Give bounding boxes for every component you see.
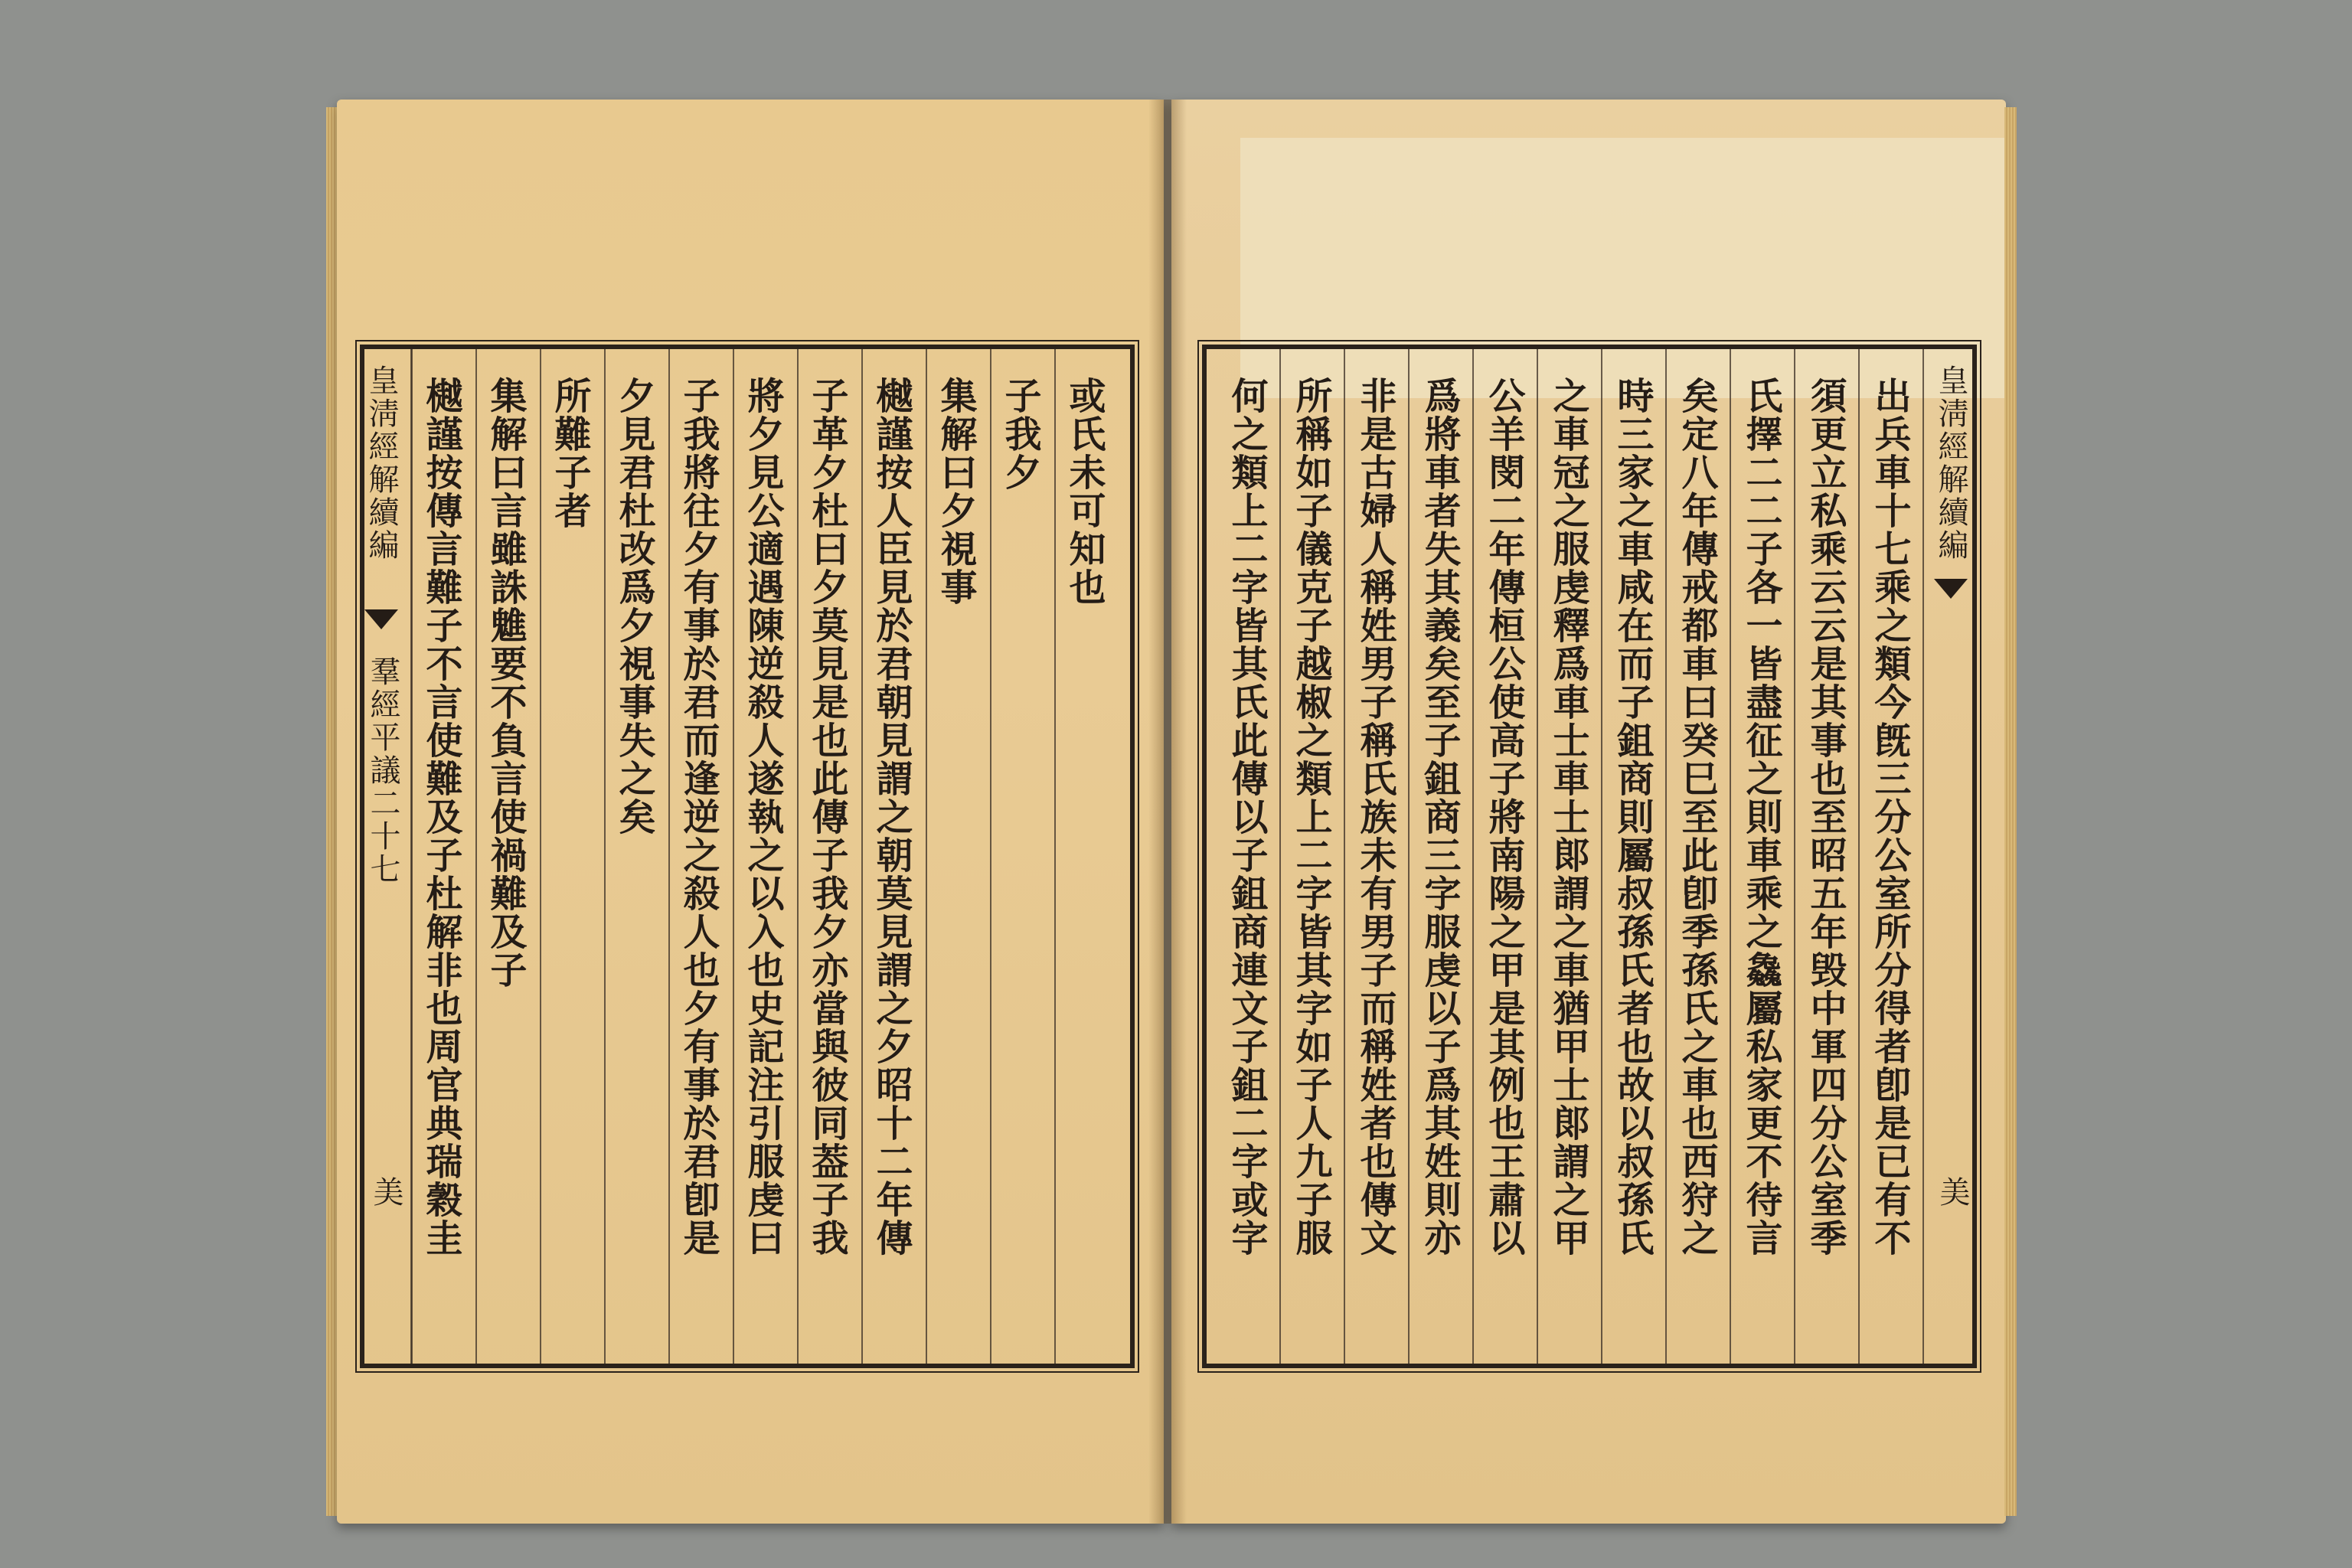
text-column: 矣定八年傳戒都車曰癸巳至此卽季孫氏之車也西狩之 (1675, 377, 1718, 1257)
column-rule (1472, 349, 1474, 1364)
column-rule (411, 349, 413, 1364)
column-rule (475, 349, 477, 1364)
text-column: 何之類上二字皆其氏此傳以子鉏商連文子鉏二字或字 (1225, 377, 1268, 1257)
right-text-frame (1202, 345, 1977, 1368)
column-rule (1858, 349, 1860, 1364)
column-rule (540, 349, 541, 1364)
left-margin-page-number: 美 (368, 1176, 403, 1209)
column-rule (1054, 349, 1056, 1364)
text-column: 或氏未可知也 (1063, 377, 1106, 606)
left-page (337, 100, 1164, 1524)
column-rule (733, 349, 734, 1364)
column-rule (1408, 349, 1410, 1364)
column-rule (990, 349, 991, 1364)
column-rule (1794, 349, 1795, 1364)
text-column: 公羊閔二年傳桓公使高子將南陽之甲是其例也王肅以 (1482, 377, 1525, 1257)
text-column: 須更立私乘云云是其事也至昭五年毁中軍四分公室季 (1804, 377, 1847, 1257)
text-column: 所難子者 (548, 377, 591, 530)
text-column: 樾謹按人臣見於君朝見謂之朝莫見謂之夕昭十二年傳 (870, 377, 913, 1257)
open-book (337, 100, 2006, 1524)
column-rule (797, 349, 799, 1364)
right-margin-page-number: 美 (1935, 1176, 1970, 1209)
text-column: 氏擇二二子各一皆盡征之則車乘之𠓗屬私家更不待言 (1740, 377, 1782, 1257)
text-column: 子我將往夕有事於君而逢逆之殺人也夕有事於君卽是 (677, 377, 720, 1257)
fish-tail-mark-icon (1934, 579, 1968, 599)
text-column: 時三家之車咸在而子鉏商則屬叔孫氏者也故以叔孫氏 (1611, 377, 1654, 1257)
column-rule (1601, 349, 1602, 1364)
text-column: 將夕見公適遇陳逆殺人遂執之以入也史記注引服虔曰 (741, 377, 784, 1257)
column-rule (604, 349, 606, 1364)
column-rule (1922, 349, 1924, 1364)
column-rule (1665, 349, 1667, 1364)
text-column: 子我夕 (998, 377, 1041, 492)
column-rule (1344, 349, 1345, 1364)
right-page-edges (2004, 107, 2017, 1516)
text-column: 所稱如子儀克子越椒之類上二字皆其字如子人九子服 (1289, 377, 1332, 1257)
column-rule (1279, 349, 1281, 1364)
book-gutter (1148, 100, 1187, 1524)
right-margin-title: 皇淸經解續編 (1933, 364, 1968, 562)
text-column: 子革夕杜曰夕莫見是也此傳子我夕亦當與彼同葢子我 (805, 377, 848, 1257)
column-rule (668, 349, 670, 1364)
column-rule (861, 349, 863, 1364)
text-column: 爲將車者失其義矣至子鉏商三字服虔以子爲其姓則亦 (1418, 377, 1461, 1257)
text-column: 夕見君杜改爲夕視事失之矣 (612, 377, 655, 836)
fish-tail-mark-icon (364, 609, 398, 629)
text-column: 樾謹按傳言難子不言使難及子杜解非也周官典瑞穀圭 (420, 377, 462, 1257)
text-column: 集解曰言雖誅魋要不負言使禍難及子 (484, 377, 527, 989)
text-column: 集解曰夕視事 (934, 377, 977, 606)
text-column: 非是古婦人稱姓男子稱氏族未有男子而稱姓者也傳文 (1354, 377, 1396, 1257)
column-rule (1730, 349, 1731, 1364)
column-rule (1537, 349, 1538, 1364)
left-margin-section: 羣經平議二十七 (365, 655, 400, 886)
column-rule (926, 349, 927, 1364)
text-column: 出兵車十七乘之類今旣三分公室所分得者卽是已有不 (1868, 377, 1911, 1257)
text-column: 之車冠之服虔釋爲車士車士郞謂之車猶甲士郞謂之甲 (1547, 377, 1589, 1257)
left-margin-title: 皇淸經解續編 (364, 364, 399, 562)
left-text-frame (360, 345, 1135, 1368)
